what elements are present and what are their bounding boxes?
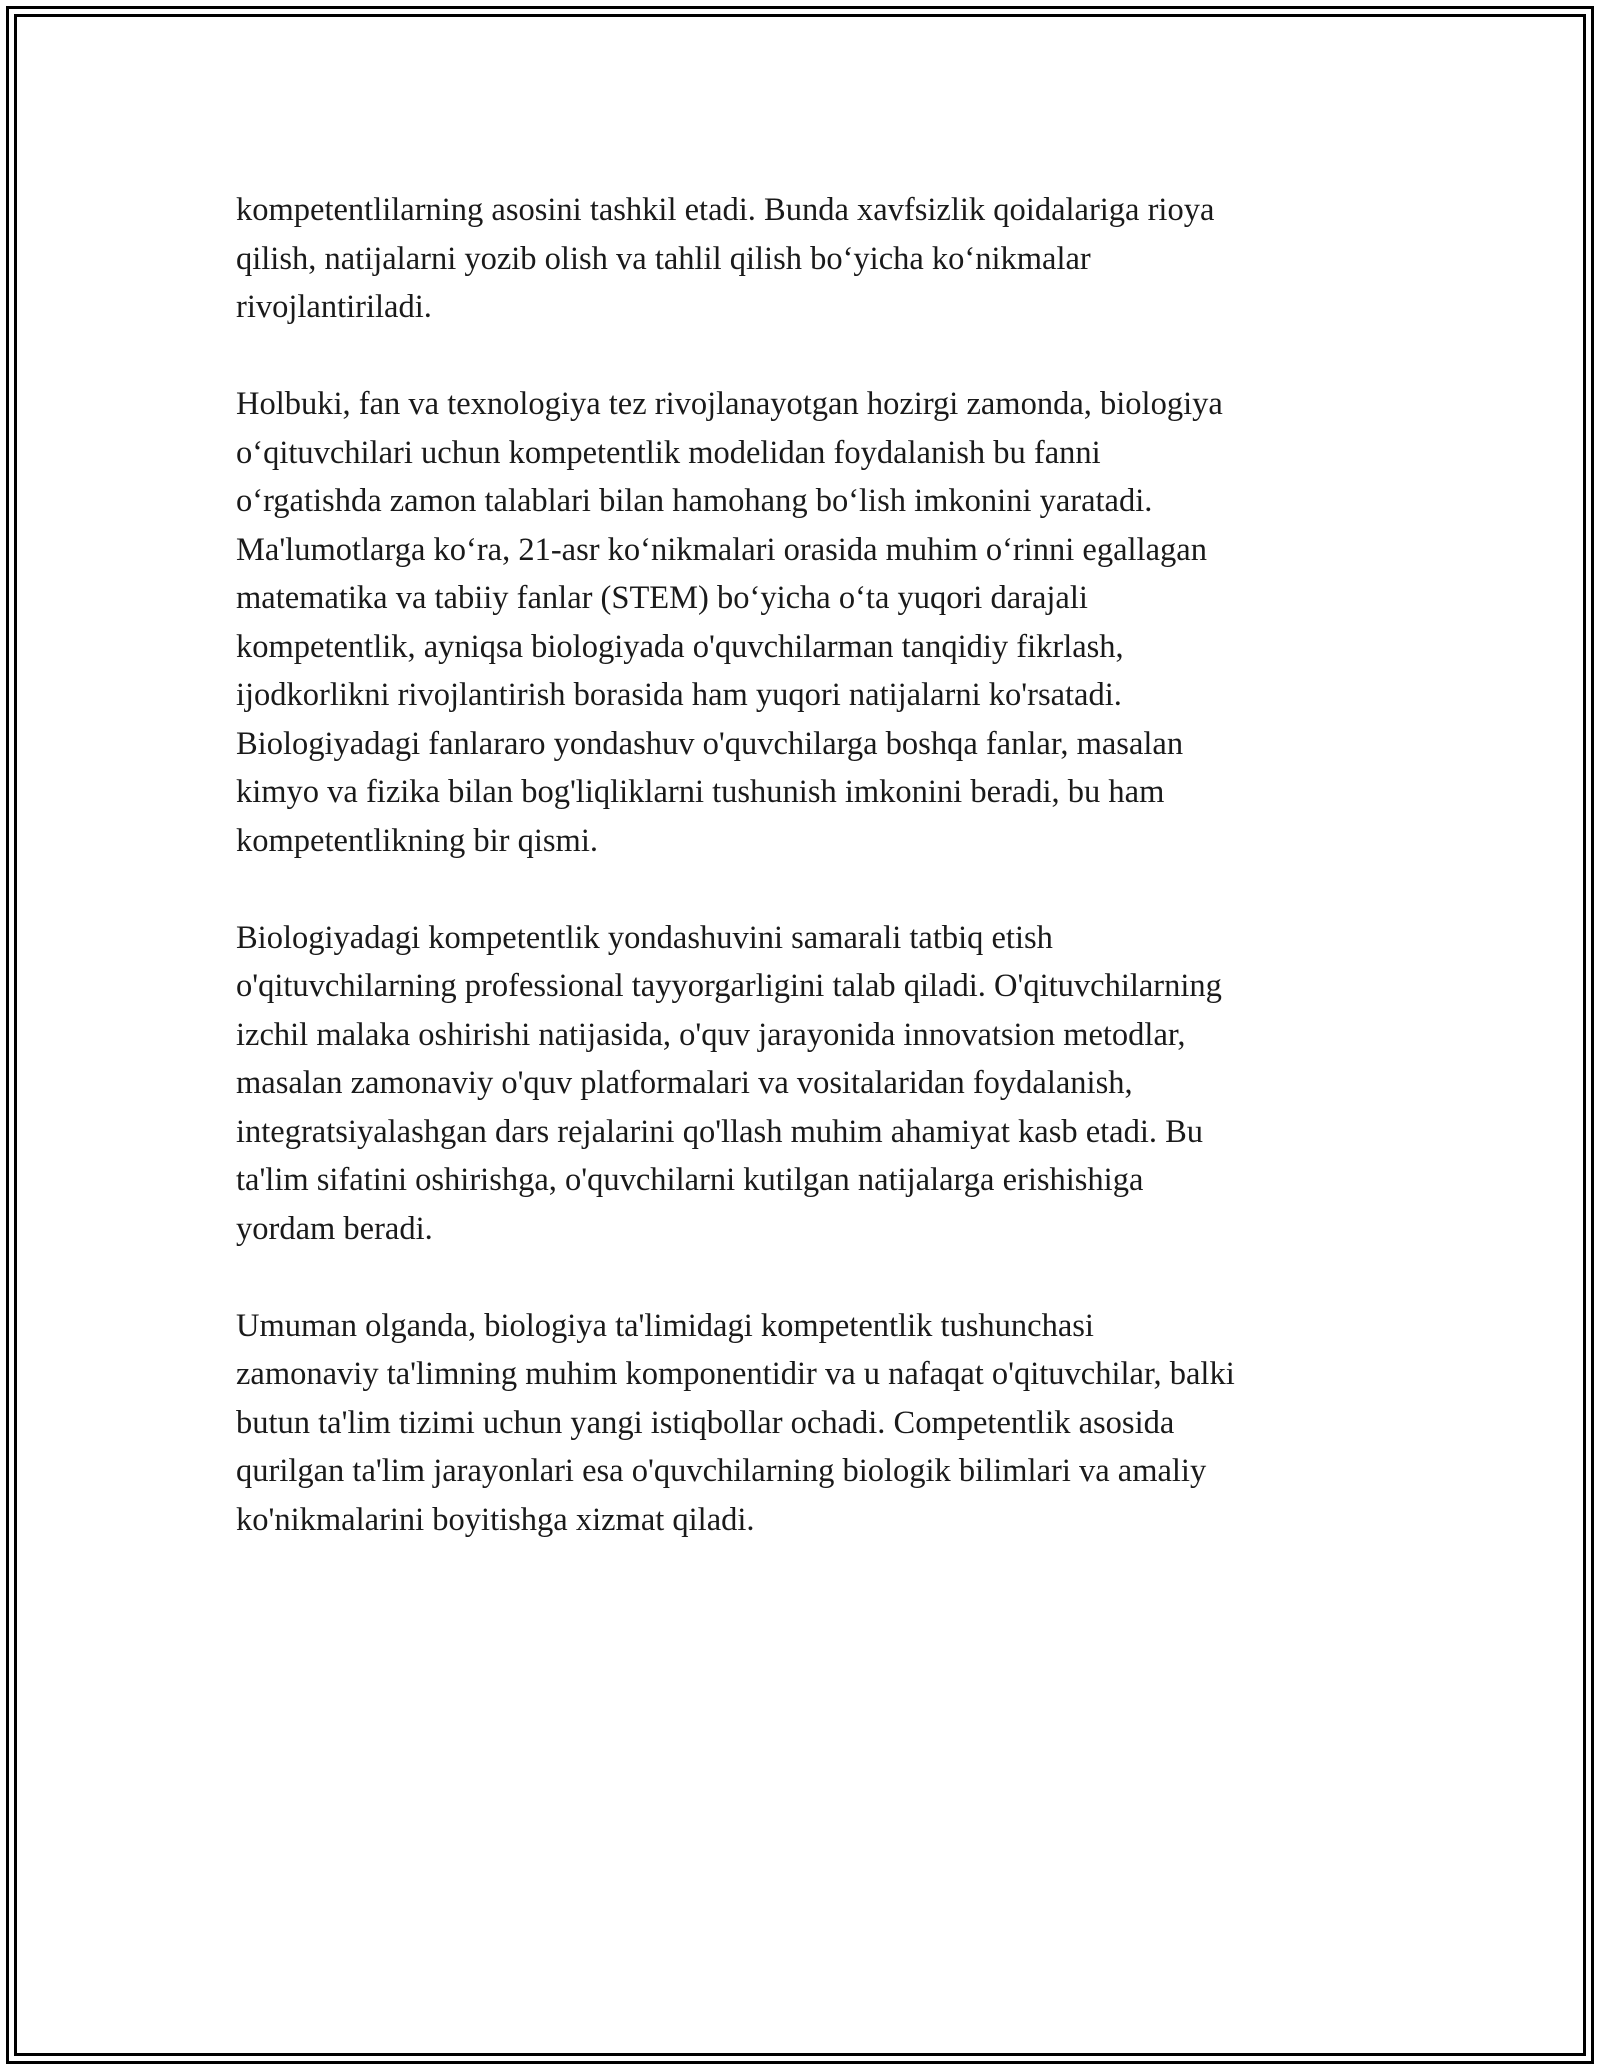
text-line: ijodkorlikni rivojlantirish borasida ham yuqori natijalarni ko'rsatadi. [236, 677, 1122, 713]
text-line: kompetentlilarning asosini tashkil etadi. Bunda xavfsizlik qoidalariga rioya [236, 192, 1215, 228]
text-line: Ma'lumotlarga ko‘ra, 21-asr ko‘nikmalari orasida muhim o‘rinni egallagan [236, 531, 1207, 568]
text-line: o‘qituvchilari uchun kompetentlik modelidan foydalanish bu fanni [236, 434, 1101, 471]
paragraph [236, 380, 1386, 865]
text-line: ko'nikmalarini boyitishga xizmat qiladi. [236, 1501, 755, 1538]
text-line: kompetentlik, ayniqsa biologiyada o'quvchilarman tanqidiy fikrlash, [236, 628, 1124, 665]
document-body [236, 186, 1386, 1544]
text-line: kimyo va fizika bilan bog'liqliklarni tushunish imkonini beradi, bu ham [236, 774, 1165, 810]
text-line: Umuman olganda, biologiya ta'limidagi kompetentlik tushunchasi [236, 1307, 1094, 1344]
text-line: integratsiyalashgan dars rejalarini qo'llash muhim ahamiyat kasb etadi. Bu [236, 1113, 1204, 1150]
text-line: butun ta'lim tizimi uchun yangi istiqbollar ochadi. Competentlik asosida [236, 1404, 1175, 1441]
text-line: Holbuki, fan va texnologiya tez rivojlanayotgan hozirgi zamonda, biologiya [236, 386, 1223, 422]
text-line: o‘rgatishda zamon talablari bilan hamohang bo‘lish imkonini yaratadi. [236, 483, 1153, 519]
text-line: qurilgan ta'lim jarayonlari esa o'quvchilarning biologik bilimlari va amaliy [236, 1453, 1207, 1489]
paragraph [236, 186, 1386, 332]
text-line: rivojlantiriladi. [236, 289, 432, 325]
text-line: Biologiyadagi fanlararo yondashuv o'quvchilarga boshqa fanlar, masalan [236, 725, 1184, 762]
paragraph [236, 1302, 1386, 1545]
text-line: qilish, natijalarni yozib olish va tahlil qilish bo‘yicha ko‘nikmalar [236, 240, 1091, 277]
text-line: izchil malaka oshirishi natijasida, o'quv jarayonida innovatsion metodlar, [236, 1016, 1186, 1053]
paragraph [236, 914, 1386, 1254]
text-line: zamonaviy ta'limning muhim komponentidir va u nafaqat o'qituvchilar, balki [236, 1356, 1235, 1392]
text-line: ta'lim sifatini oshirishga, o'quvchilarni kutilgan natijalarga erishishiga [236, 1162, 1144, 1198]
text-line: o'qituvchilarning professional tayyorgarligini talab qiladi. O'qituvchilarning [236, 968, 1222, 1004]
text-line: yordam beradi. [236, 1210, 433, 1247]
text-line: Biologiyadagi kompetentlik yondashuvini samarali tatbiq etish [236, 919, 1053, 956]
text-line: masalan zamonaviy o'quv platformalari va vositalaridan foydalanish, [236, 1065, 1133, 1101]
text-line: matematika va tabiiy fanlar (STEM) bo‘yicha o‘ta yuqori darajali [236, 580, 1088, 616]
text-line: kompetentlikning bir qismi. [236, 822, 598, 859]
